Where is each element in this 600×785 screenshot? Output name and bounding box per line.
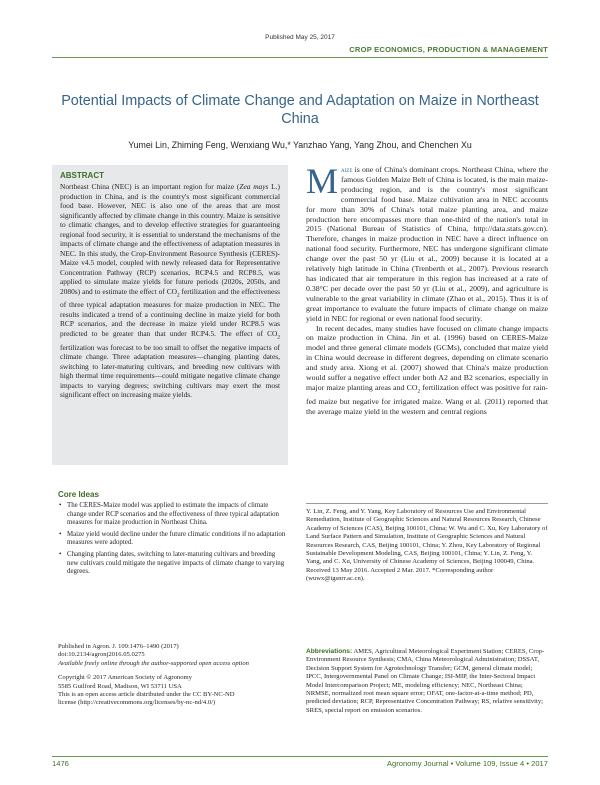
abbreviations [306,648,548,715]
core-idea-item: • Maize yield would decline under the future climatic conditions if no adaptation measures were adopted. [58,531,286,548]
author-list: Yumei Lin, Zhiming Feng, Wenxiang Wu,* Yanzhao Yang, Yang Zhou, and Chenchen Xu [128,140,472,150]
page-number: 1476 [52,759,69,768]
body-text-part: In recent decades, many studies have focused on climate change impacts on maize production in China. Jin et al. (1996) based on CERES-Maize model and three general climate models (GCMs), concluded that maize yield in China would decrease in different degrees, depending on climate scenario and study area. Xiong et al. (2007) showed that China's maize production would suffer a negative effect under both A2 and B2 scenarios, especially in major maize planting areas and CO [306,323,548,392]
article-title: Potential Impacts of Climate Change and Adaptation on Maize in Northeast China [61,93,539,127]
doi-line: doi:10.2134/agronj2016.05.0275 [58,651,145,659]
body-paragraph [306,161,548,324]
header-rule [52,57,548,58]
abstract-species: Zea mays [239,182,269,191]
core-idea-item: • Changing planting dates, switching to later-maturing cultivars and breeding new cultivars could mitigate the negative impacts of climate change to varying degrees. [58,551,286,577]
lead-word: aize [341,165,353,174]
body-text-part: is one of China's dominant crops. Northeast China, where the famous Golden Maize Belt of China is located, is the main maize-producing region, and is the country's most significant commercial food base. Maize cultivation area in NEC accounts for more than 30% of China's total maize planting area, and maize production here encompasses more than one-third of the nation's total in 2015 (National Bureau of Statistics of China, http://data.stats.gov.cn). Therefore, changes in maize production in NEC have a direct influence on national food security. Furthermore, NEC has undergone significant climate change over the past 50 yr (Liu et al., 2009) because it is located at a relatively high latitude in China (Trenberth et al., 2007). Previous research has indicated that air temperature in this region has increased at a rate of 0.38°C per decade over the past 50 yr (Liu et al., 2009), and agriculture is vulnerable to the great variability in climate (Zhao et al., 2015). Thus it is of great importance to evaluate the future impacts of climate change on maize yield in NEC for regional or even national food security. [306,165,548,323]
open-access-line: Available freely online through the author-supported open access option [58,659,249,667]
abstract-text [60,182,280,400]
abbreviations-label: Abbreviations: [306,648,353,655]
abstract-text-part: Northeast China (NEC) is an important region for maize ( [60,182,240,191]
abstract-box [52,165,288,465]
license-line: This is an open access article distributed under the CC BY-NC-ND [58,691,235,699]
address-line: 5585 Guilford Road, Madison, WI 53711 USA [58,682,182,690]
subscript: 2 [277,334,280,341]
core-idea-item: • The CERES-Maize model was applied to estimate the impacts of climate change under RCP scenarios and the effectiveness of three typical adaptation measures for maize production in Northeast China. [58,502,286,528]
body-column [306,161,548,417]
abstract-heading: ABSTRACT [60,171,104,180]
footnote-rule [306,503,548,504]
core-ideas-heading: Core Ideas [58,490,99,499]
body-text-part: fertilization effect was positive for rain-fed maize but negative for irrigated maize. Wang et al. (2011) reported that the average maize yield in the western and central regions [306,382,548,417]
section-header: CROP ECONOMICS, PRODUCTION & MANAGEMENT [349,45,548,54]
published-date: Published May 25, 2017 [265,34,335,41]
copyright-line: Copyright © 2017 American Society of Agronomy [58,674,192,682]
citation-line: Published in Agron. J. 109:1476–1490 (2017) [58,643,179,650]
footer-rule [52,756,548,757]
core-ideas-list [58,502,286,580]
drop-cap: M [306,161,339,201]
abstract-text-part: fertilization was forecast to be too small to offset the negative impacts of climate change. Three adaptation measures—changing planting dates, switching to later-maturing cultivars, and breeding new cultivars with high thermal time requirements—could mitigate negative climate change impacts to varying degrees; switching cultivars may exert the most significant effect on increasing maize yields. [60,342,280,400]
abbreviations-text: AMES, Agricultural Meteorological Experiment Station; CERES, Crop-Environment Resource Synthesis; CMA, China Meteorological Administration; DSSAT, Decision Support System for Agrotechnology Transfer; GCM, general climate model; IPCC, Intergovernmental Panel on Climate Change; ISI-MIP, the Inter-Sectoral Impact Model Intercomparison Project; ME, modeling efficiency; NEC, Northeast China; NRMSE, normalized root mean square error; OFAT, one-factor-at-a-time method; PD, predicted deviation; RCP, Representative Concentration Pathway; RS, relative sensitivity; SRES, special report on emission scenarios. [306,648,545,714]
body-paragraph [306,324,548,418]
subscript: 2 [176,291,180,298]
abstract-text-part: fertilization and the effectiveness of three typical adaptation measures for maize production in NEC. The results indicated a trend of a continuing decline in maize yield for both RCP scenarios, and the decrease in maize yield under RCP8.5 was predicted to be greater than that under RCP4.5. The effect of CO [60,286,280,338]
publication-info [58,643,288,708]
license-url-line[interactable]: license (http://creativecommons.org/licenses/by-nc-nd/4.0/) [58,699,216,707]
abstract-text-part: L.) production in China, and is the country's most significant commercial food base. However, NEC is also one of the areas that are most significantly affected by climate change in this country. Maize is sensitive to climatic changes, and to develop effective strategies for guaranteeing regional food security, it is essential to understand the mechanisms of the impacts of climate change and the effectiveness of adaptation measures in NEC. In this study, the Crop-Environment Resource Synthesis (CERES)-Maize v4.5 model, coupled with newly released data for Representative Concentration Pathway (RCP) scenarios, RCP4.5 and RCP8.5, was applied to simulate maize yields for future periods (2020s, 2050s, and 2080s) and to estimate the effect of CO [60,182,281,296]
author-affiliations: Y. Lin, Z. Feng, and Y. Yang, Key Laboratory of Resources Use and Environmental Remediation, Institute of Geographic Sciences and Natural Resources Research, Chinese Academy of Sciences (CAS), Beijing 100101, China; W. Wu and C. Xu, Key Laboratory of Land Surface Pattern and Simulation, Institute of Geographic Sciences and Natural Resources Research, CAS, Beijing 100101, China; Y. Zhou, Key Laboratory of Regional Sustainable Development Modeling, CAS, Beijing 100101, China; Y. Lin, Z. Feng, Y. Yang, and C. Xu, University of Chinese Academy of Sciences, Beijing 100049, China. Received 13 May 2016. Accepted 2 Mar. 2017. *Corresponding author (wuwx@igsnrr.ac.cn). [306,508,548,583]
subscript: 2 [417,388,421,395]
journal-info: Agronomy Journal • Volume 109, Issue 4 • 2017 [386,759,548,768]
